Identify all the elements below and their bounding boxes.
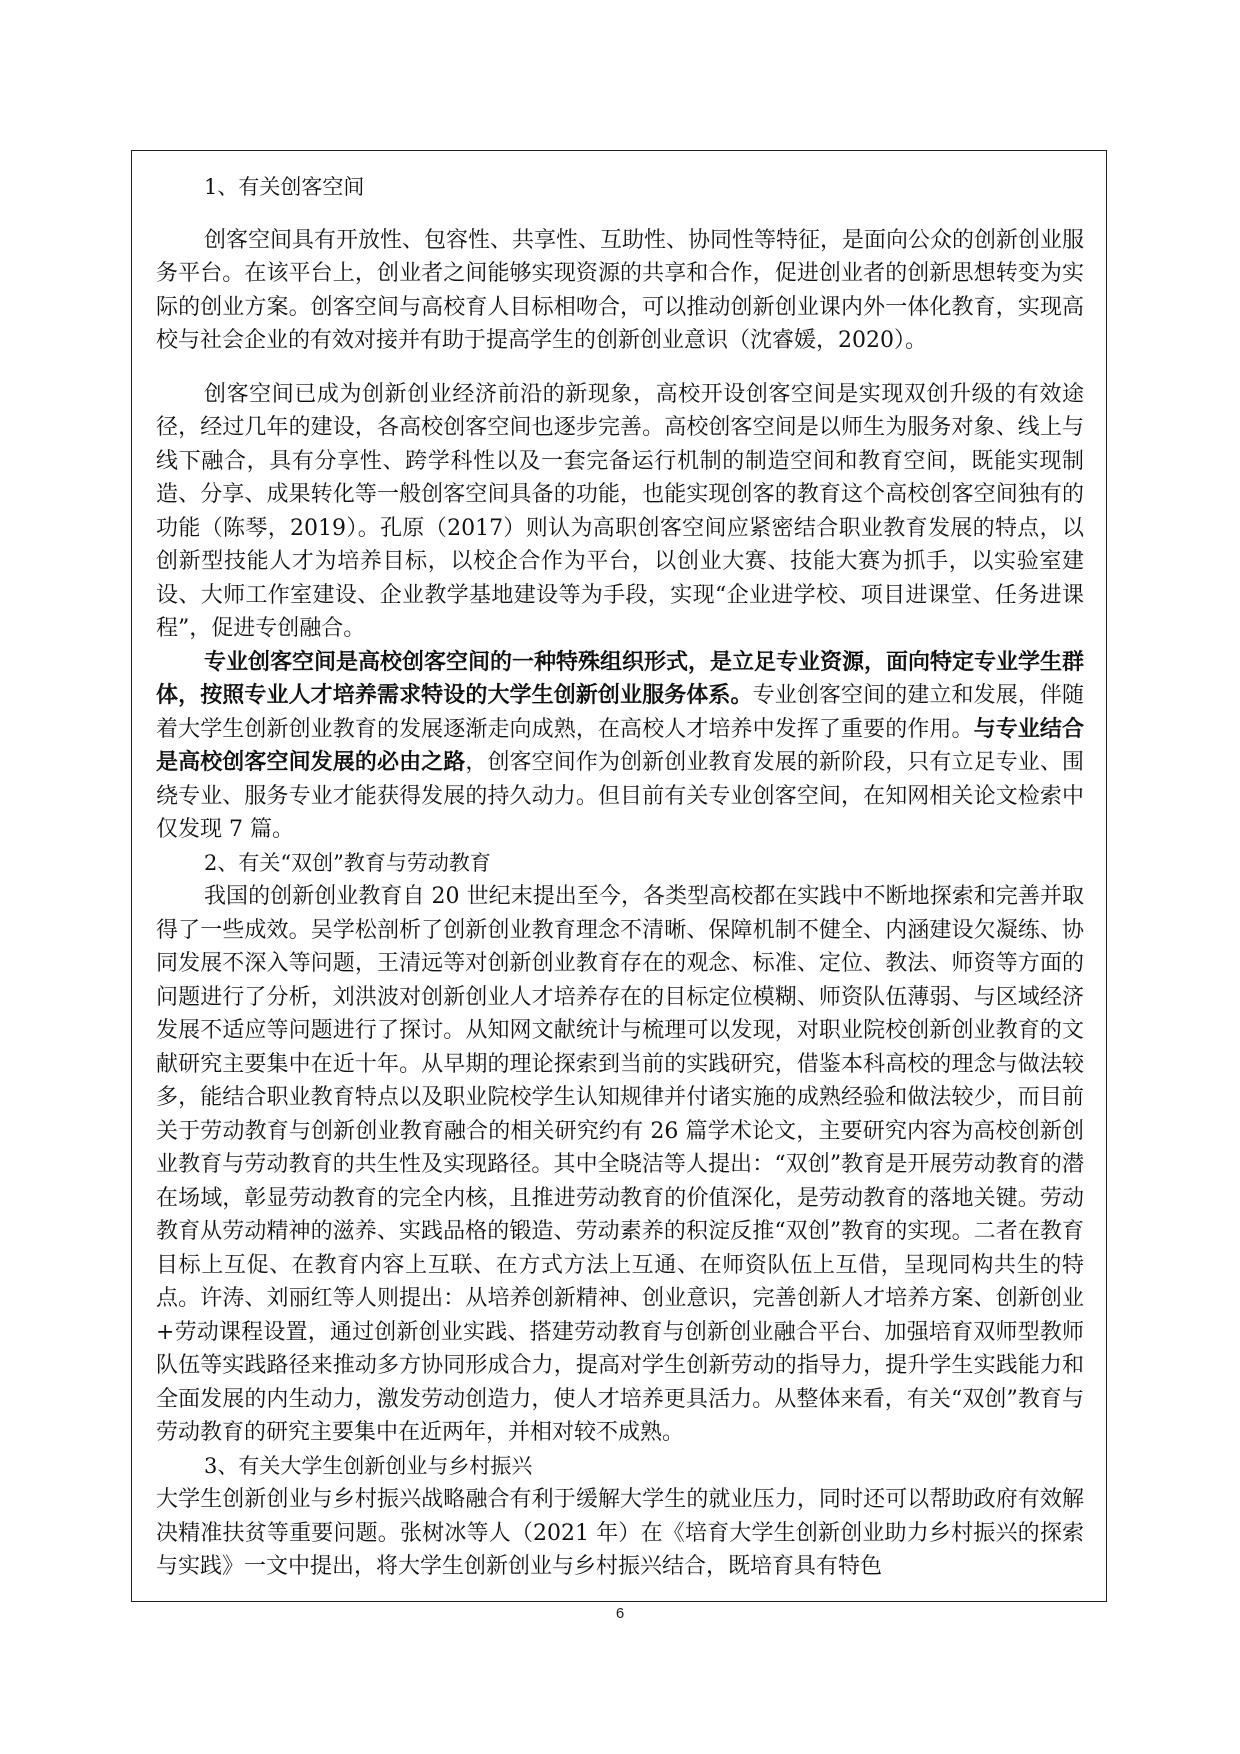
emphasis-definition: 专业创客空间是高校创客空间的一种特殊组织形式，是立足专业资源，面向特定专业学生群体，按照专业人才培养需求特设的大学生创新创业服务体系。 <box>156 648 1085 708</box>
section-2-paragraph-1: 我国的创新创业教育自 20 世纪末提出至今，各类型高校都在实践中不断地探索和完善并取得了一些成效。吴学松剖析了创新创业教育理念不清晰、保障机制不健全、内涵建设欠凝练、协同发展不深入等问题，王清远等对创新创业教育存在的观念、标准、定位、教法、师资等方面的问题进行了分析，刘洪波对创新创业人才培养存在的目标定位模糊、师资队伍薄弱、与区域经济发展不适应等问题进行了探讨。从知网文献统计与梳理可以发现，对职业院校创新创业教育的文献研究主要集中在近十年。从早期的理论探索到当前的实践研究，借鉴本科高校的理念与做法较多，能结合职业教育特点以及职业院校学生认知规律并付诸实施的成熟经验和做法较少，而目前关于劳动教育与创新创业教育融合的相关研究约有 26 篇学术论文，主要研究内容为高校创新创业教育与劳动教育的共生性及实现路径。其中全晓洁等人提出：“双创”教育是开展劳动教育的潜在场域，彰显劳动教育的完全内核，且推进劳动教育的价值深化，是劳动教育的落地关键。劳动教育从劳动精神的滋养、实践品格的锻造、劳动素养的积淀反推“双创”教育的实现。二者在教育目标上互促、在教育内容上互联、在方式方法上互通、在师资队伍上互借，呈现同构共生的特点。许涛、刘丽红等人则提出：从培养创新精神、创业意识，完善创新人才培养方案、创新创业+劳动课程设置，通过创新创业实践、搭建劳动教育与创新创业融合平台、加强培育双师型教师队伍等实践路径来推动多方协同形成合力，提高对学生创新劳动的指导力，提升学生实践能力和全面发展的内生动力，激发劳动创造力，使人才培养更具活力。从整体来看，有关“双创”教育与劳动教育的研究主要集中在近两年，并相对较不成熟。 <box>156 884 1084 1445</box>
section-1-paragraph-3 <box>156 646 1084 847</box>
section-3-heading: 3、有关大学生创新创业与乡村振兴 <box>204 1453 533 1478</box>
document-body <box>156 151 1084 1584</box>
section-3-paragraph-1: 大学生创新创业与乡村振兴战略融合有利于缓解大学生的就业压力，同时还可以帮助政府有效解决精准扶贫等重要问题。张树冰等人（2021 年）在《培育大学生创新创业助力乡村振兴的探索与实践》一文中提出，将大学生创新创业与乡村振兴结合，既培育具有特色 <box>156 1487 1085 1579</box>
content-frame <box>131 150 1107 1602</box>
paragraph-3-text-2: ，创客空间作为创新创业教育发展的新阶段，只有立足专业、围绕专业、服务专业才能获得发展的持久动力。但目前有关专业创客空间，在知网相关论文检索中仅发现 7 篇。 <box>156 750 1084 842</box>
page-number: 6 <box>615 1605 625 1622</box>
section-2-heading: 2、有关“双创”教育与劳动教育 <box>204 850 491 875</box>
paragraph-3-text-1: 专业创客空间的建立和发展，伴随着大学生创新创业教育的发展逐渐走向成熟，在高校人才培养中发挥了重要的作用。 <box>156 683 1084 742</box>
section-1-heading: 1、有关创客空间 <box>204 175 365 199</box>
section-1-paragraph-2: 创客空间已成为创新创业经济前沿的新现象，高校开设创客空间是实现双创升级的有效途径，经过几年的建设，各高校创客空间也逐步完善。高校创客空间是以师生为服务对象、线上与线下融合，具有分享性、跨学科性以及一套完备运行机制的制造空间和教育空间，既能实现制造、分享、成果转化等一般创客空间具备的功能，也能实现创客的教育这个高校创客空间独有的功能（陈琴，2019）。孔原（2017）则认为高职创客空间应紧密结合职业教育发展的特点，以创新型技能人才为培养目标，以校企合作为平台，以创业大赛、技能大赛为抓手，以实验室建设、大师工作室建设、企业教学基地建设等为手段，实现“企业进学校、项目进课堂、任务进课程”，促进专创融合。 <box>156 381 1084 641</box>
emphasis-necessity: 与专业结合是高校创客空间发展的必由之路 <box>156 715 1084 775</box>
section-1-paragraph-1: 创客空间具有开放性、包容性、共享性、互助性、协同性等特征，是面向公众的创新创业服务平台。在该平台上，创业者之间能够实现资源的共享和合作，促进创业者的创新思想转变为实际的创业方案。创客空间与高校育人目标相吻合，可以推动创新创业课内外一体化教育，实现高校与社会企业的有效对接并有助于提高学生的创新创业意识（沈睿媛，2020）。 <box>156 227 1085 353</box>
